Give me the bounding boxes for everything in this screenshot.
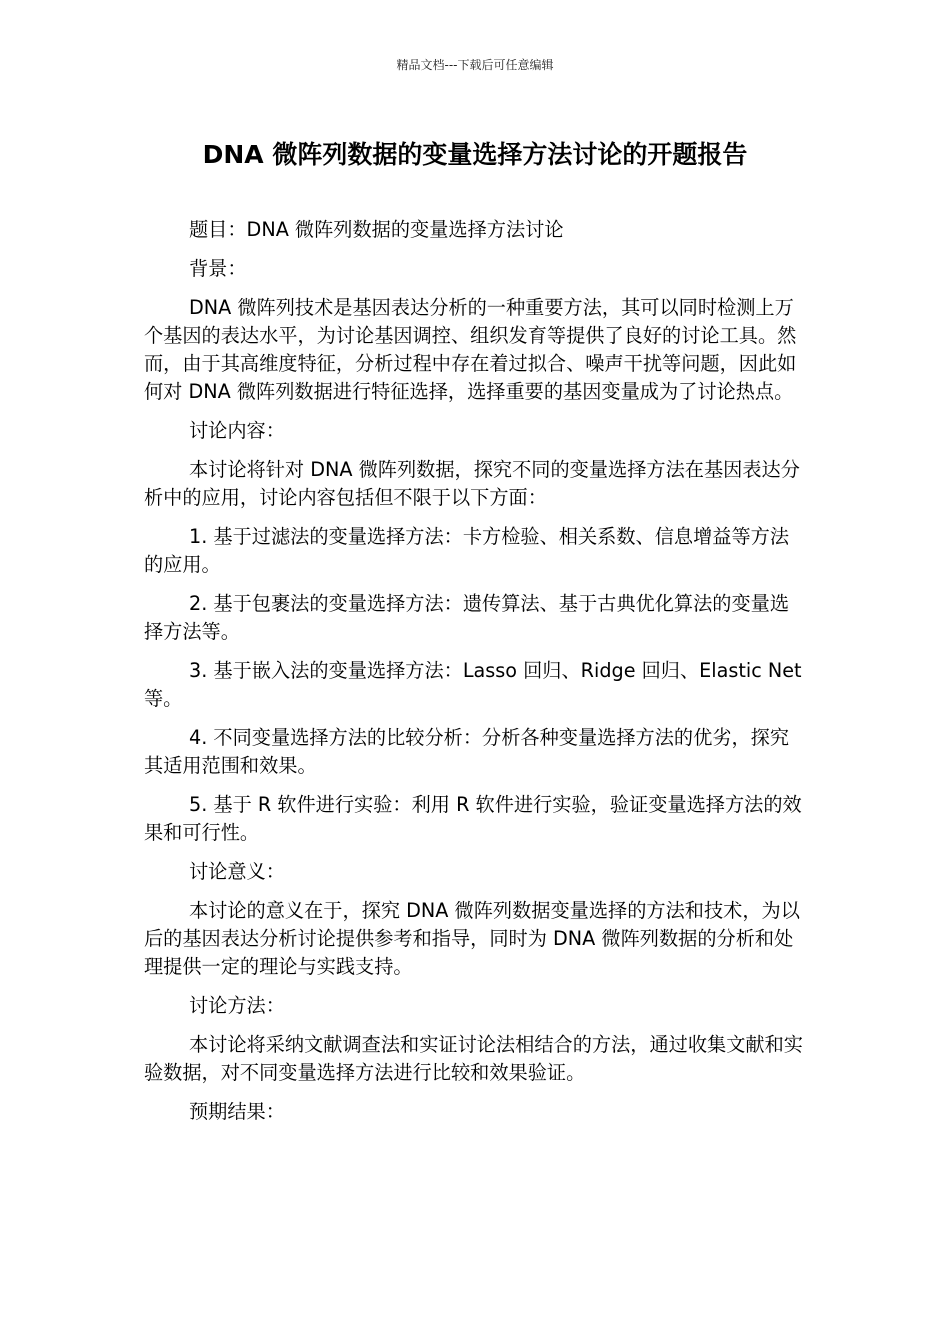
method-paragraph: 本讨论将采纳文献调查法和实证讨论法相结合的方法，通过收集文献和实验数据，对不同变量选择方法进行比较和效果验证。 (144, 1033, 803, 1084)
section-heading-background: 背景： (189, 257, 247, 280)
section-heading-significance: 讨论意义： (189, 860, 285, 883)
significance-paragraph: 本讨论的意义在于，探究 DNA 微阵列数据变量选择的方法和技术，为以后的基因表达分析讨论提供参考和指导，同时为 DNA 微阵列数据的分析和处理提供一定的理论与实践支持。 (144, 899, 800, 978)
list-item-3: 3. 基于嵌入法的变量选择方法：Lasso 回归、Ridge 回归、Elastic Net 等。 (144, 659, 802, 710)
list-item-5: 5. 基于 R 软件进行实验：利用 R 软件进行实验，验证变量选择方法的效果和可行性。 (144, 793, 802, 844)
content-intro-paragraph: 本讨论将针对 DNA 微阵列数据，探究不同的变量选择方法在基因表达分析中的应用，讨论内容包括但不限于以下方面： (144, 458, 800, 509)
section-heading-content: 讨论内容： (189, 419, 285, 442)
section-heading-expected-results: 预期结果： (189, 1100, 285, 1123)
background-paragraph: DNA 微阵列技术是基因表达分析的一种重要方法，其可以同时检测上万个基因的表达水平，为讨论基因调控、组织发育等提供了良好的讨论工具。然而，由于其高维度特征，分析过程中存在着过拟合、噪声干扰等问题，因此如何对 DNA 微阵列数据进行特征选择，选择重要的基因变量成为了讨论热点。 (144, 296, 797, 403)
document-body (144, 216, 806, 1137)
topic-line: 题目：DNA 微阵列数据的变量选择方法讨论 (189, 218, 564, 241)
section-heading-method: 讨论方法： (189, 994, 285, 1017)
list-item-1: 1. 基于过滤法的变量选择方法：卡方检验、相关系数、信息增益等方法的应用。 (144, 525, 790, 576)
document-title: DNA 微阵列数据的变量选择方法讨论的开题报告 (202, 140, 748, 169)
list-item-2: 2. 基于包裹法的变量选择方法：遗传算法、基于古典优化算法的变量选择方法等。 (144, 592, 790, 643)
list-item-4: 4. 不同变量选择方法的比较分析：分析各种变量选择方法的优劣，探究其适用范围和效果。 (144, 726, 790, 777)
header-note: 精品文档---下载后可任意编辑 (396, 58, 554, 72)
